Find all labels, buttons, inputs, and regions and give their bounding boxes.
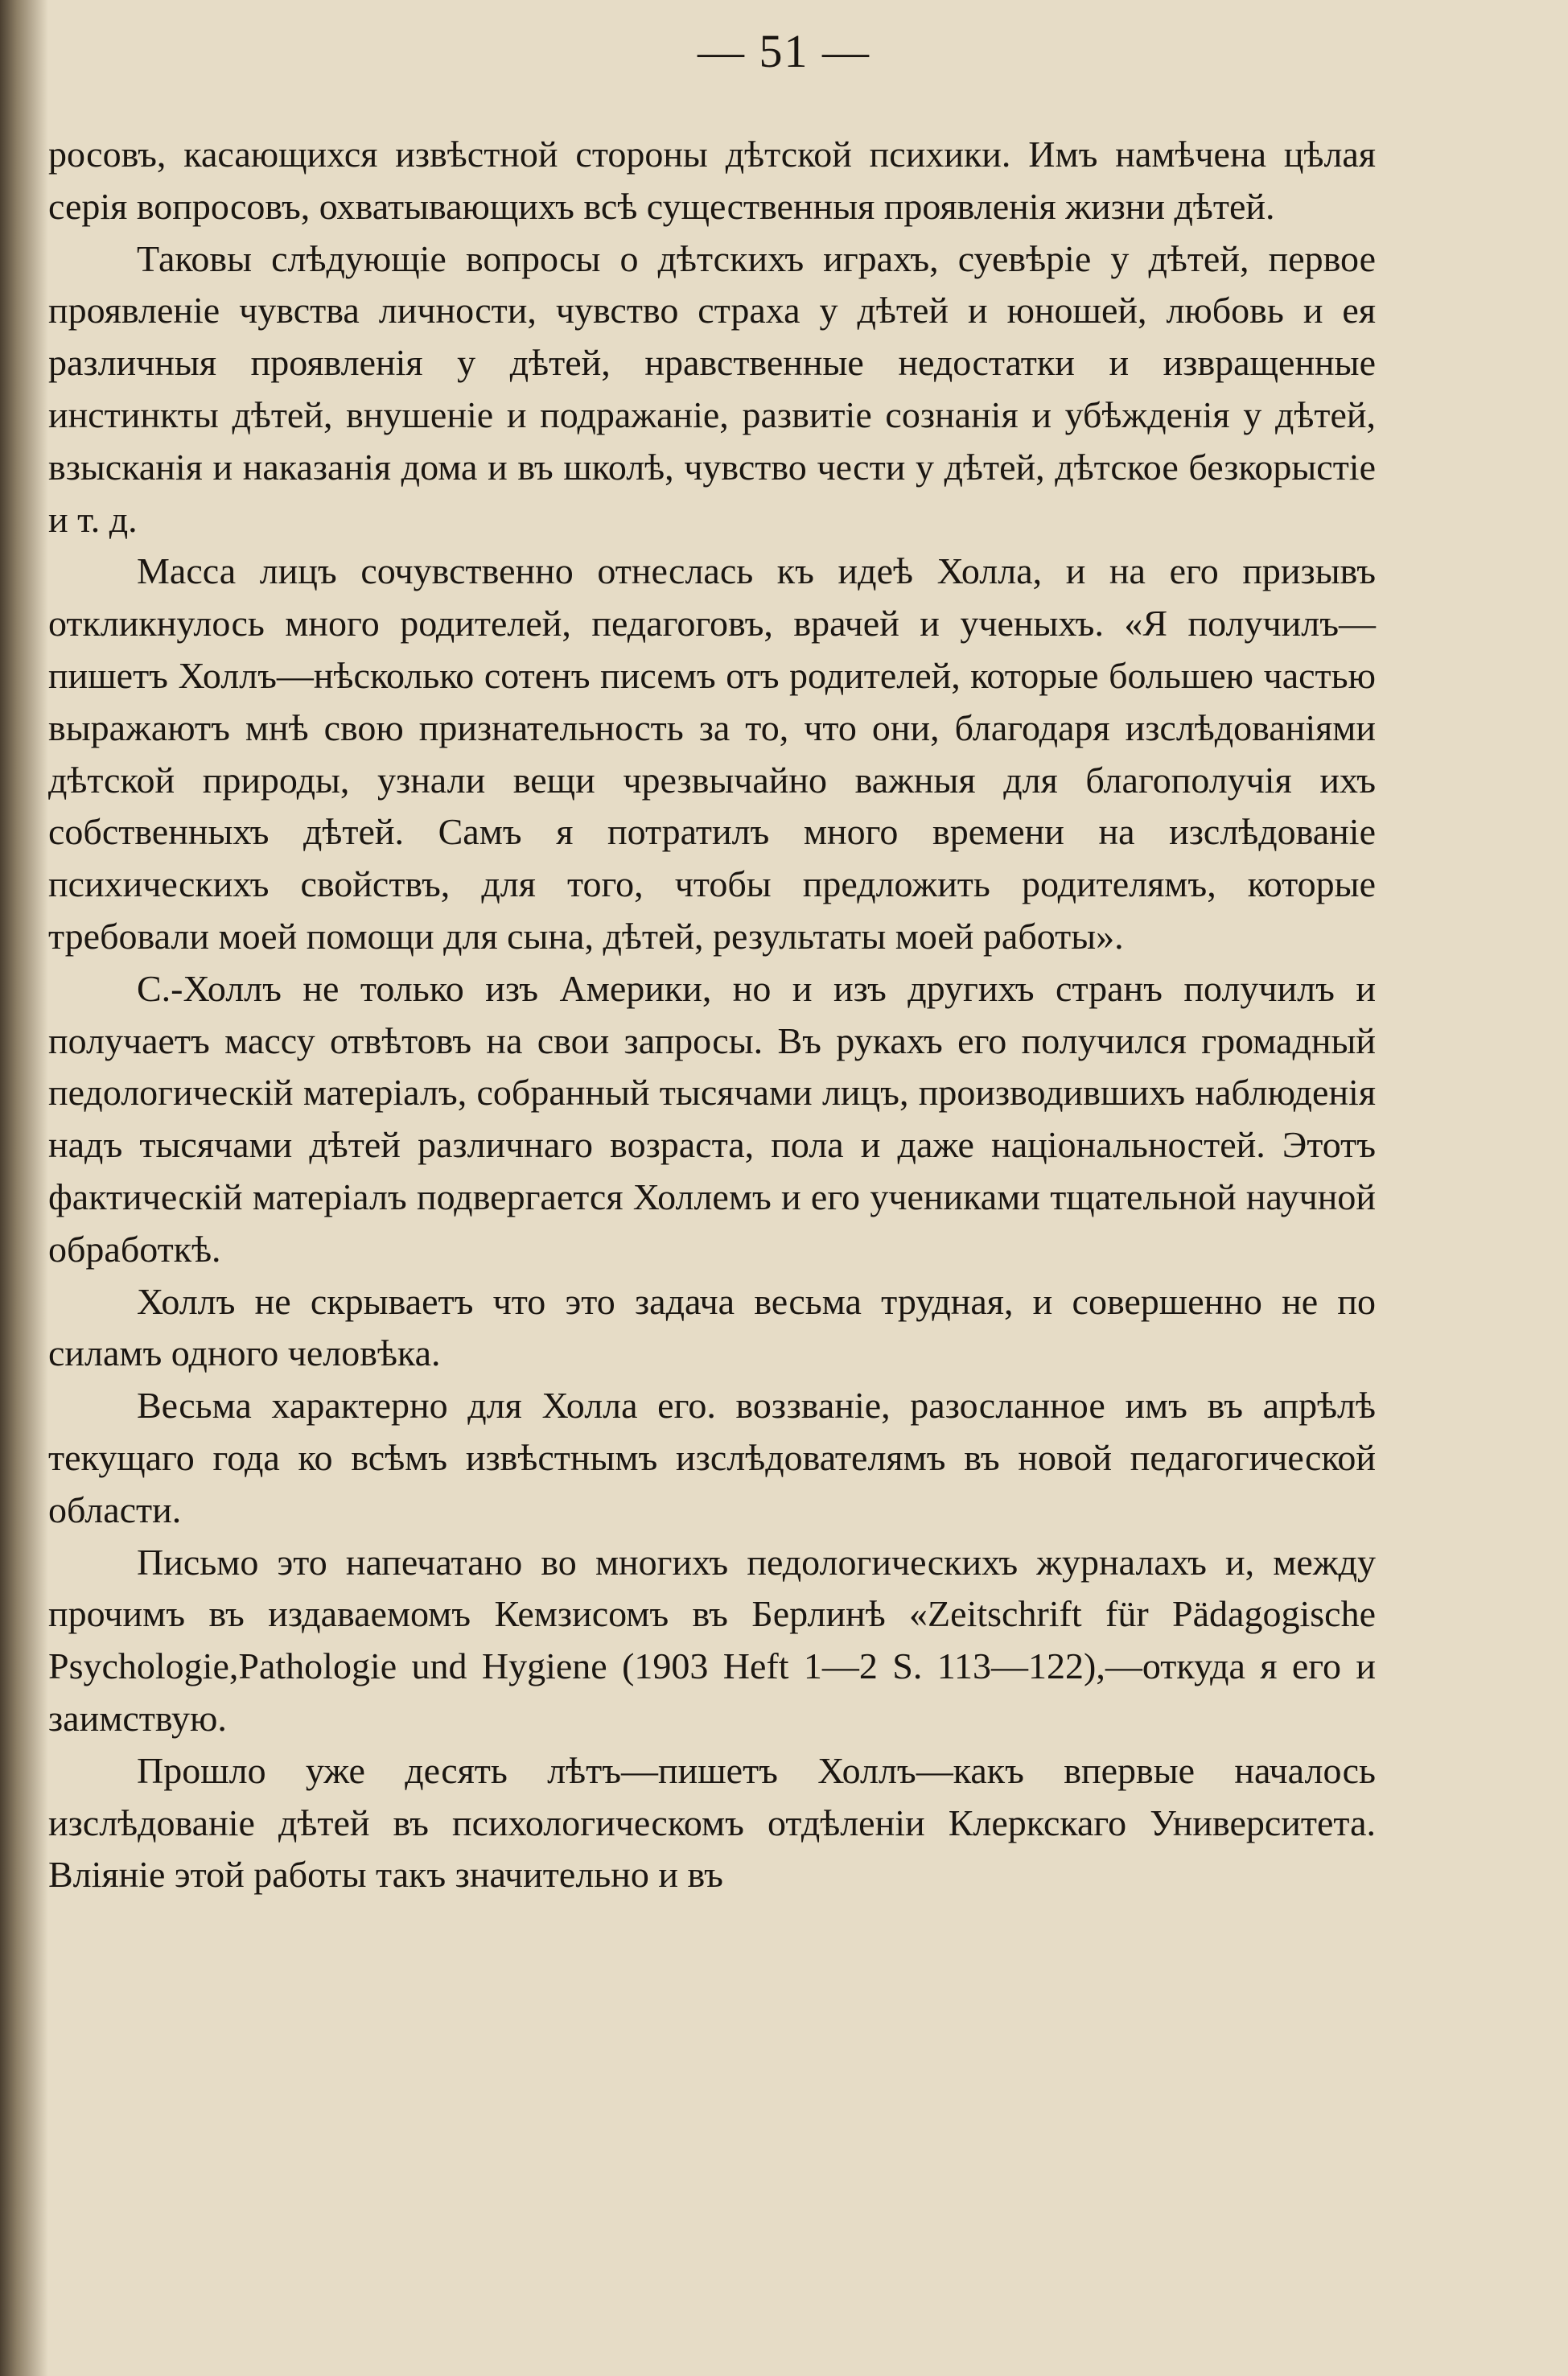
paragraph-6: Весьма характерно для Холла его. воззваніе, разосланное имъ въ апрѣлѣ текущаго года ко всѣмъ извѣстнымъ изслѣдователямъ въ новой педагогической области. bbox=[48, 1385, 1376, 1530]
paragraph-2: Таковы слѣдующіе вопросы о дѣтскихъ играхъ, суевѣріе у дѣтей, первое проявленіе чувства личности, чувство страха у дѣтей и юношей, любовь и ея различныя проявленія у дѣтей, нравственные недостатки и извращенные инстинкты дѣтей, внушеніе и подражаніе, развитіе сознанія и убѣжденія у дѣтей, взысканія и наказанія дома и въ школѣ, чувство чести у дѣтей, дѣтское безкорыстіе и т. д. bbox=[48, 237, 1376, 540]
paragraph-7: Письмо это напечатано во многихъ педологическихъ журналахъ и, между прочимъ въ издаваемомъ Кемзисомъ въ Берлинѣ «Zeitschrift für Pädagogische Psychologie,Pathologie und Hygiene (1903 Heft 1—2 S. 113—122),—откуда я его и заимствую. bbox=[48, 1541, 1376, 1739]
paragraph-5: Холлъ не скрываетъ что это задача весьма трудная, и совершенно не по силамъ одного человѣка. bbox=[48, 1280, 1376, 1374]
page-number: — 51 — bbox=[698, 25, 870, 77]
paragraph-8: Прошло уже десять лѣтъ—пишетъ Холлъ—какъ впервые началось изслѣдованіе дѣтей въ психологическомъ отдѣленіи Клеркскаго Университета. Вліяніе этой работы такъ значительно и въ bbox=[48, 1749, 1376, 1896]
paragraph-3: Масса лицъ сочувственно отнеслась къ идеѣ Холла, и на его призывъ откликнулось много родителей, педагоговъ, врачей и ученыхъ. «Я получилъ—пишетъ Холлъ—нѣсколько сотенъ писемъ отъ родителей, которые большею частью выражаютъ мнѣ свою признательность за то, что они, благодаря изслѣдованіями дѣтской природы, узнали вещи чрезвычайно важныя для благополучія ихъ собственныхъ дѣтей. Самъ я потратилъ много времени на изслѣдованіе психическихъ свойствъ, для того, чтобы предложить родителямъ, которые требовали моей помощи для сына, дѣтей, результаты моей работы». bbox=[48, 550, 1376, 957]
paragraph-4: С.-Холлъ не только изъ Америки, но и изъ другихъ странъ получилъ и получаетъ массу отвѣтовъ на свои запросы. Въ рукахъ его получился громадный педологическій матеріалъ, собранный тысячами лицъ, производившихъ наблюденія надъ тысячами дѣтей различнаго возраста, пола и даже національностей. Этотъ фактическій матеріалъ подвергается Холлемъ и его учениками тщательной научной обработкѣ. bbox=[48, 967, 1376, 1270]
body-text bbox=[48, 129, 1376, 1901]
paragraph-1: росовъ, касающихся извѣстной стороны дѣтской психики. Имъ намѣчена цѣлая серія вопросовъ, охватывающихъ всѣ существенныя проявленія жизни дѣтей. bbox=[48, 134, 1376, 227]
